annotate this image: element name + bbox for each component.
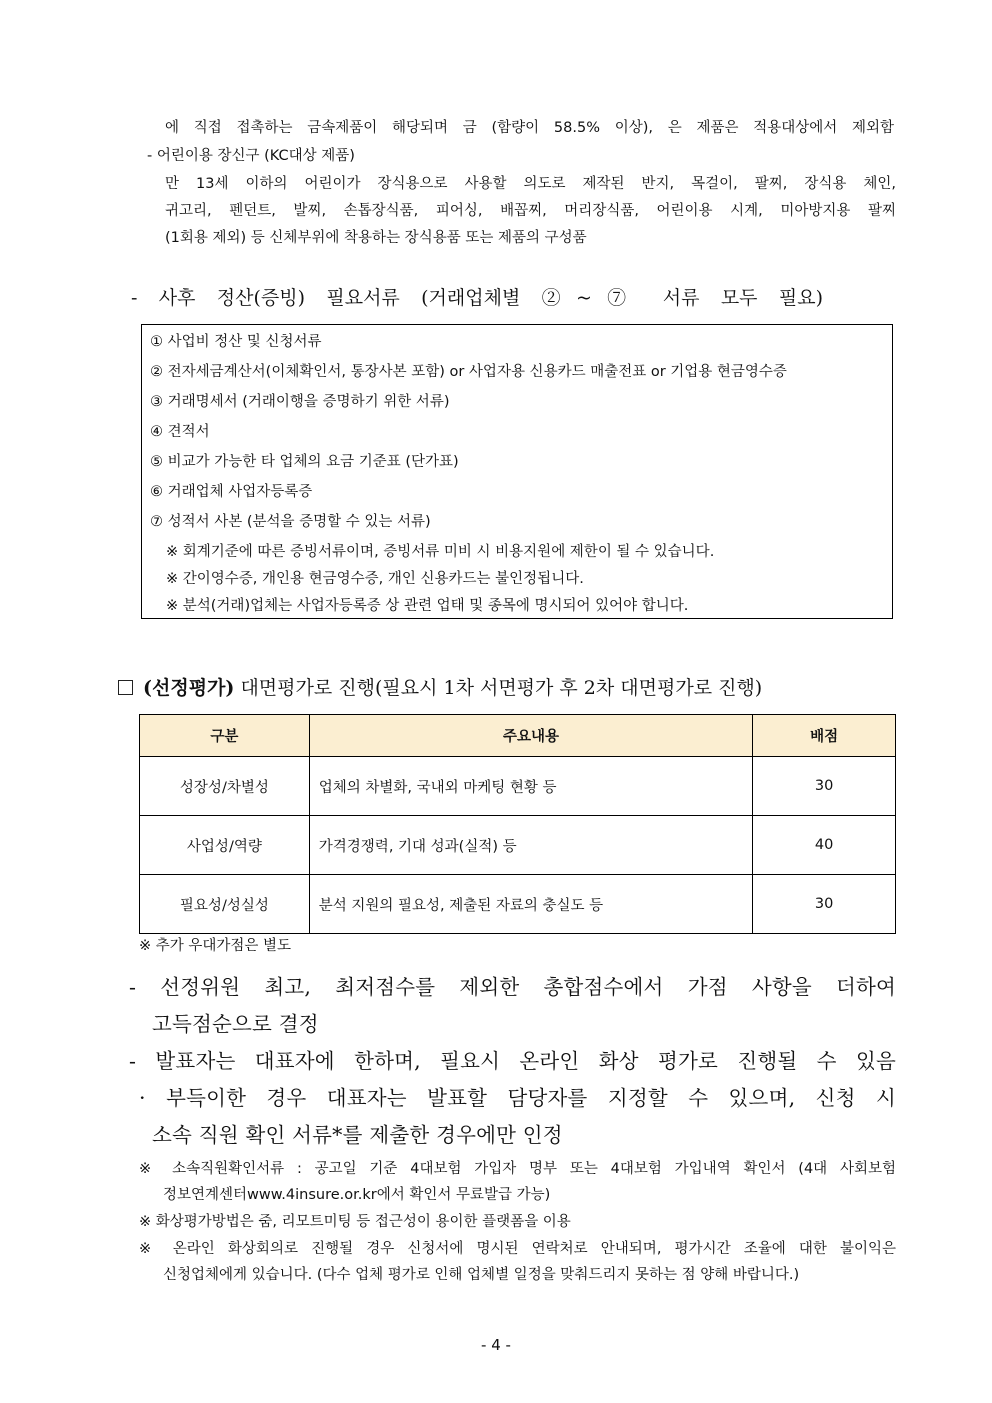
checkbox-square-icon	[118, 680, 133, 695]
bonus-note: ※ 추가 우대가점은 별도	[139, 938, 292, 954]
table-row	[140, 757, 896, 816]
doc-item-4: ④ 견적서	[150, 424, 210, 440]
row-content: 가격경쟁력, 기대 성과(실적) 등	[309, 816, 752, 875]
body-text-line: 만 13세 이하의 어린이가 장식용으로 사용할 의도로 제작된 반지, 목걸이, 팔찌, 장식용 체인,	[165, 176, 896, 192]
bullet-selection-line2: 고득점순으로 결정	[152, 1012, 319, 1036]
body-text-line: 귀고리, 펜던트, 발찌, 손톱장식품, 피어싱, 배꼽찌, 머리장식품, 어린이용 시계, 미아방지용 팔찌	[165, 203, 896, 219]
body-text-line: 에 직접 접촉하는 금속제품이 해당되며 금 (함량이 58.5% 이상), 은 제품은 적용대상에서 제외함	[165, 120, 894, 136]
row-score: 40	[753, 816, 896, 875]
row-content: 업체의 차별화, 국내외 마케팅 현황 등	[309, 757, 752, 816]
page-number: - 4 -	[481, 1336, 511, 1354]
header-content: 주요내용	[309, 715, 752, 757]
note-staff-docs-line1: ※ 소속직원확인서류 : 공고일 기준 4대보험 가입자 명부 또는 4대보험 가입내역 확인서 (4대 사회보험	[139, 1161, 896, 1177]
bullet-presenter: - 발표자는 대표자에 한하며, 필요시 온라인 화상 평가로 진행될 수 있음	[129, 1049, 896, 1073]
row-category: 성장성/차별성	[140, 757, 310, 816]
table-header-row	[140, 715, 896, 757]
evaluation-criteria-table	[139, 714, 896, 934]
doc-item-1: ① 사업비 정산 및 신청서류	[150, 334, 322, 350]
row-score: 30	[753, 875, 896, 934]
doc-item-3: ③ 거래명세서 (거래이행을 증명하기 위한 서류)	[150, 394, 450, 410]
body-text-line: (1회용 제외) 등 신체부위에 착용하는 장식용품 또는 제품의 구성품	[165, 230, 587, 246]
doc-item-2: ② 전자세금계산서(이체확인서, 통장사본 포함) or 사업자용 신용카드 매출전표 or 기업용 현금영수증	[150, 364, 787, 380]
note-video-platform: ※ 화상평가방법은 줌, 리모트미팅 등 접근성이 용이한 플랫폼을 이용	[139, 1214, 571, 1230]
evaluation-title-text: 대면평가로 진행(필요시 1차 서면평가 후 2차 대면평가로 진행)	[234, 677, 763, 699]
header-category: 구분	[140, 715, 310, 757]
row-score: 30	[753, 757, 896, 816]
table-row	[140, 875, 896, 934]
doc-note-3: ※ 분석(거래)업체는 사업자등록증 상 관련 업태 및 종목에 명시되어 있어야 합니다.	[166, 598, 689, 614]
settlement-heading: - 사후 정산(증빙) 필요서류 (거래업체별 ②~⑦ 서류 모두 필요)	[131, 287, 823, 309]
note-staff-docs-line2: 정보연계센터www.4insure.or.kr에서 확인서 무료발급 가능)	[163, 1187, 551, 1203]
row-category: 필요성/성실성	[140, 875, 310, 934]
note-online-line1: ※ 온라인 화상회의로 진행될 경우 신청서에 명시된 연락처로 안내되며, 평가시간 조율에 대한 불이익은	[139, 1241, 896, 1257]
bullet-childrens-jewelry: - 어린이용 장신구 (KC대상 제품)	[147, 148, 355, 164]
evaluation-section-title	[118, 673, 762, 700]
table-row	[140, 816, 896, 875]
settlement-documents-box	[141, 324, 893, 619]
doc-item-7: ⑦ 성적서 사본 (분석을 증명할 수 있는 서류)	[150, 514, 431, 530]
bullet-selection-line1: - 선정위원 최고, 최저점수를 제외한 총합점수에서 가점 사항을 더하여	[129, 975, 896, 999]
row-content: 분석 지원의 필요성, 제출된 자료의 충실도 등	[309, 875, 752, 934]
note-online-line2: 신청업체에게 있습니다. (다수 업체 평가로 인해 업체별 일정을 맞춰드리지 못하는 점 양해 바랍니다.)	[163, 1267, 800, 1283]
doc-note-1: ※ 회계기준에 따른 증빙서류이며, 증빙서류 미비 시 비용지원에 제한이 될 수 있습니다.	[166, 544, 715, 560]
doc-item-5: ⑤ 비교가 가능한 타 업체의 요금 기준표 (단가표)	[150, 454, 459, 470]
bullet-delegate-line2: 소속 직원 확인 서류*를 제출한 경우에만 인정	[152, 1123, 563, 1147]
doc-item-6: ⑥ 거래업체 사업자등록증	[150, 484, 313, 500]
row-category: 사업성/역량	[140, 816, 310, 875]
evaluation-title-bold: (선정평가)	[143, 677, 235, 699]
doc-note-2: ※ 간이영수증, 개인용 현금영수증, 개인 신용카드는 불인정됩니다.	[166, 571, 584, 587]
bullet-delegate-line1: · 부득이한 경우 대표자는 발표할 담당자를 지정할 수 있으며, 신청 시	[139, 1086, 896, 1110]
header-score: 배점	[753, 715, 896, 757]
